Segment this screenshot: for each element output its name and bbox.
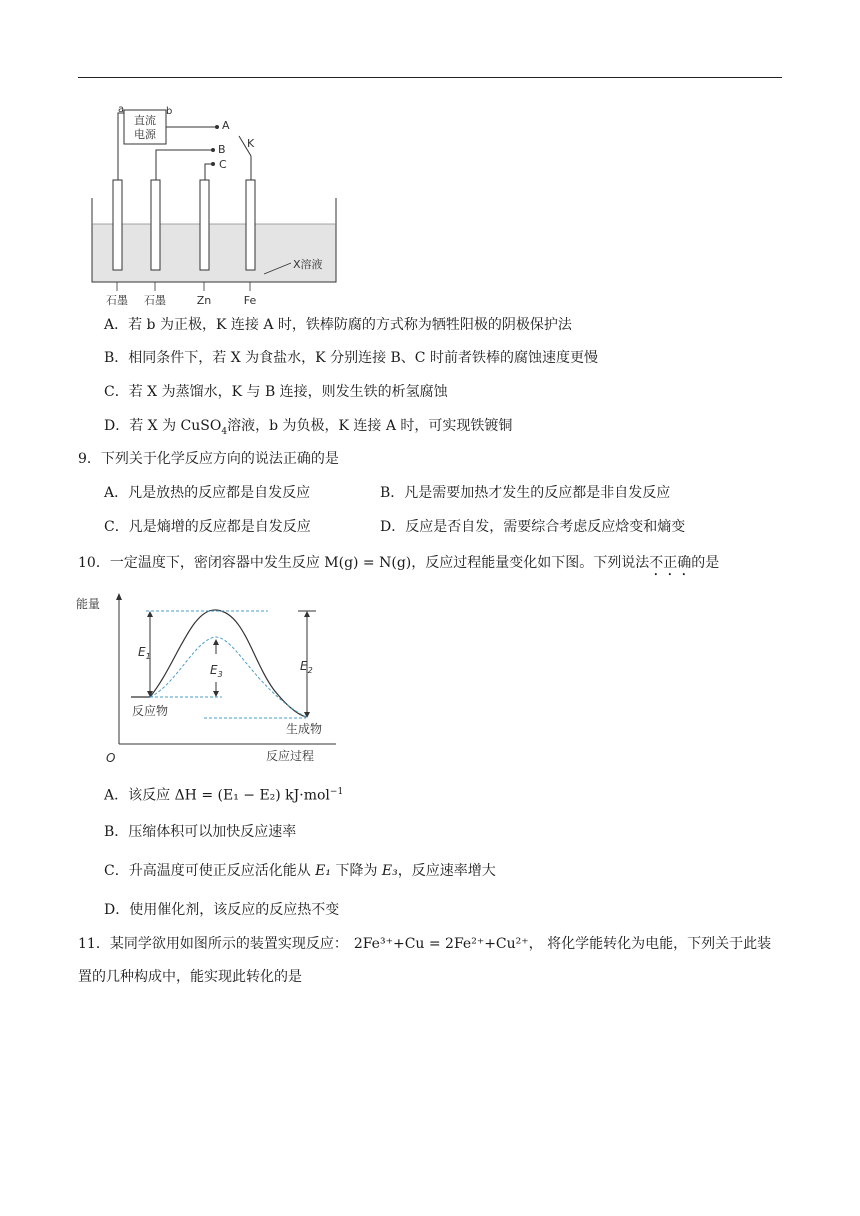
q10-option-c [104, 861, 496, 881]
q10-option-c-post: ，反应速率增大 [397, 863, 496, 879]
q10-stem-pre: 10．一定温度下，密闭容器中发生反应 [78, 555, 325, 571]
q10-option-a [104, 782, 343, 806]
electrode-label-4: Fe [243, 294, 257, 307]
q9-option-b: B．凡是需要加热才发生的反应都是非自发反应 [380, 485, 671, 501]
q10-option-c-mid: 下降为 [331, 863, 382, 879]
q10-stem-post: 的是 [691, 555, 720, 571]
q8-option-d-pre: D．若 X 为 CuSO [104, 418, 222, 434]
terminal-b-label: b [166, 106, 173, 117]
q8-option-c: C．若 X 为蒸馏水，K 与 B 连接，则发生铁的析氢腐蚀 [104, 384, 448, 400]
q8-option-d [104, 416, 512, 442]
q11-equation: 2Fe³⁺+Cu = 2Fe²⁺+Cu²⁺ [353, 936, 529, 952]
electrode-label-1: 石墨 [106, 294, 128, 307]
q8-option-d-sub: 4 [221, 426, 228, 437]
reactant-label: 反应物 [132, 704, 169, 718]
q9-option-c: C．凡是熵增的反应都是自发反应 [104, 519, 311, 535]
q10-equation: M(g) = N(g) [324, 555, 412, 571]
q10-stem-mid: ，反应过程能量变化如下图。下列说法 [411, 555, 650, 571]
energy-profile-figure [76, 590, 346, 768]
electrode-label-3: Zn [196, 294, 212, 307]
power-label-2: 电源 [134, 128, 156, 141]
q10-option-c-e3: E₃ [381, 863, 398, 879]
q10-option-d: D．使用催化剂，该反应的反应热不变 [104, 902, 340, 918]
q11-stem-line2: 置的几种构成中，能实现此转化的是 [78, 969, 302, 985]
q10-option-a-pre: A．该反应 [104, 787, 175, 804]
q11-stem-pre: 11．某同学欲用如图所示的装置实现反应： [78, 936, 348, 952]
q8-option-a: A．若 b 为正极，K 连接 A 时，铁棒防腐的方式称为牺牲阳极的阴极保护法 [104, 317, 572, 333]
q10-option-a-sup: −1 [329, 787, 344, 797]
origin-label: O [106, 751, 116, 765]
contact-b-label: B [218, 143, 226, 156]
q8-option-d-post: 溶液，b 为负极，K 连接 A 时，可实现铁镀铜 [227, 418, 513, 434]
q10-option-a-formula: ΔH = (E₁ − E₂) kJ·mol [174, 787, 330, 804]
q11-stem-post: ， 将化学能转化为电能，下列关于此装 [528, 936, 772, 952]
x-axis-label: 反应过程 [266, 749, 315, 763]
q8-option-b: B．相同条件下，若 X 为食盐水，K 分别连接 B、C 时前者铁棒的腐蚀速度更慢 [104, 350, 598, 366]
electrode-label-2: 石墨 [144, 294, 166, 307]
y-axis-label: 能量 [76, 597, 101, 611]
header-rule [78, 77, 782, 78]
q9-option-a: A．凡是放热的反应都是自发反应 [104, 485, 311, 501]
q10-option-c-e1: E₁ [315, 863, 332, 879]
e2-label: $E_2$ [300, 659, 313, 675]
q10-stem [78, 553, 719, 579]
terminal-a-label: a [118, 104, 125, 115]
q9-option-d: D．反应是否自发，需要综合考虑反应焓变和熵变 [380, 519, 686, 535]
contact-c-label: C [219, 158, 227, 171]
e1-label: $E_1$ [138, 645, 151, 661]
electrochemistry-apparatus-figure [84, 98, 354, 308]
switch-k-label: K [247, 137, 255, 150]
q10-option-b: B．压缩体积可以加快反应速率 [104, 824, 297, 840]
power-label-1: 直流 [134, 114, 156, 127]
product-label: 生成物 [286, 722, 323, 736]
q11-stem-line1 [78, 934, 771, 954]
q10-option-c-pre: C．升高温度可使正反应活化能从 [104, 863, 316, 879]
q9-stem: 9．下列关于化学反应方向的说法正确的是 [78, 451, 339, 467]
e3-label: $E_3$ [210, 663, 223, 679]
contact-a-label: A [222, 119, 230, 132]
q10-stem-emphasis: 不正确 [649, 555, 692, 571]
solution-label: X溶液 [293, 258, 323, 271]
